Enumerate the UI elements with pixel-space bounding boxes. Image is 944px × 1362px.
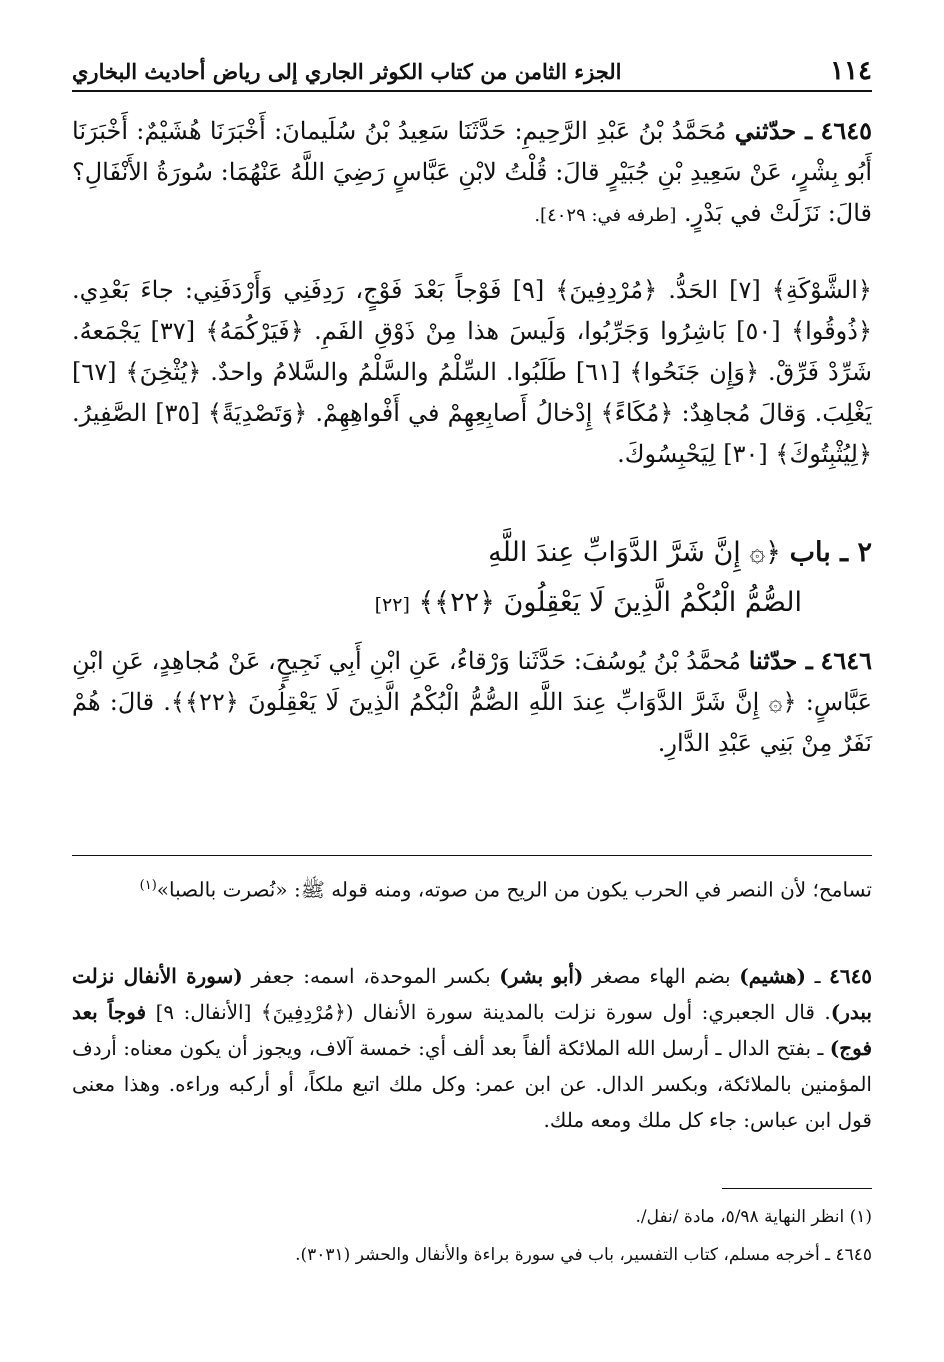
commentary-text: تسامح؛ لأن النصر في الحرب يكون من الريح من صوته، ومنه قوله ﷺ: «نُصرت بالصبا» — [156, 877, 872, 902]
footnote-source: ٤٦٤٥ ـ أخرجه مسلم، كتاب التفسير، باب في سورة براءة والأنفال والحشر (٣٠٣١). — [295, 1245, 872, 1265]
commentary-text: بكسر الموحدة، اسمه: جعفر — [251, 964, 491, 988]
footnote-marker: (١) — [139, 878, 157, 893]
hadith-text: مُحمَّدُ بْنُ يُوسُفَ: حَدَّثَنا وَرْقاءُ، عَنِ ابْنِ أَبِي نَجِيحٍ، عَنْ مُجاهِدٍ، عَنِ ابْنِ عَبَّاسٍ: ﴿۞ إِنَّ شَرَّ الدَّوَابِّ عِندَ اللَّهِ الصُّمُّ الْبُكْمُ الَّذِينَ لَا يَعْقِلُونَ ﴿٢٢﴾﴾. قالَ: هُمْ نَفَرٌ مِنْ بَنِي عَبْدِ الدَّارِ. — [72, 647, 872, 757]
hadith-4646: ٤٦٤٦ ـ حدّثنا مُحمَّدُ بْنُ يُوسُفَ: حَدَّثَنا وَرْقاءُ، عَنِ ابْنِ أَبِي نَجِيحٍ، عَنْ مُجاهِدٍ، عَنِ ابْنِ عَبَّاسٍ: ﴿۞ إِنَّ شَرَّ الدَّوَابِّ عِندَ اللَّهِ الصُّمُّ الْبُكْمُ الَّذِينَ لَا يَعْقِلُونَ ﴿٢٢﴾﴾. قالَ: هُمْ نَفَرٌ مِنْ بَنِي عَبْدِ الدَّارِ. — [72, 646, 872, 757]
commentary-continuation — [72, 868, 872, 908]
hadith-lead: حدّثني — [734, 116, 797, 145]
hadith-4645: ٤٦٤٥ ـ حدّثني مُحَمَّدُ بْنُ عَبْدِ الرَّحِيمِ: حَدَّثَنَا سَعِيدُ بْنُ سُلَيمانَ: أَخْبَرَنَا هُشَيْمٌ: أَخْبَرَنَا أَبُو بِشْرٍ، عَنْ سَعِيدِ بْنِ جُبَيْرٍ قالَ: قُلْتُ لابْنِ عَبَّاسٍ رَضِيَ اللَّهُ عَنْهُمَا: سُورَةُ الأَنْفَالِ؟ قالَ: نَزَلَتْ في بَدْرٍ. [طرفه في: ٤٠٢٩]. — [72, 116, 873, 227]
chapter-verse-line2: الصُّمُّ الْبُكْمُ الَّذِينَ لَا يَعْقِلُونَ ﴿٢٢﴾﴾ — [418, 587, 802, 618]
commentary-text: . قال الجعبري: أول سورة نزلت بالمدينة سورة الأنفال (﴿مُرْدِفِينَ﴾ [الأنفال: ٩] — [155, 1000, 831, 1024]
page-header — [72, 52, 872, 92]
glossary-text: ﴿الشَّوْكَةِ﴾ [٧] الحَدُّ. ﴿مُرْدِفِينَ﴾ [٩] فَوْجاً بَعْدَ فَوْجٍ، رَدِفَنِي وَأَرْدَفَنِي: جاءَ بَعْدِي. ﴿ذُوقُوا﴾ [٥٠] بَاشِرُوا وَجَرِّبُوا، وَلَيسَ هذا مِنْ ذَوْقِ الفَمِ. ﴿فَيَرْكُمَهُ﴾ [٣٧] يَجْمَعهُ. شَرِّدْ فَرِّقْ. ﴿وَإِن جَنَحُوا﴾ [٦١] طَلَبُوا. السِّلْمُ والسَّلْمُ والسَّلامُ واحدٌ. ﴿يُثْخِنَ﴾ [٦٧] يَغْلِبَ. وَقالَ مُجاهِدٌ: ﴿مُكَاءً﴾ إِدْخالُ أَصابِعِهِمْ في أَفْواهِهِمْ. ﴿وَتَصْدِيَةً﴾ [٣٥] الصَّفِيرُ. ﴿لِيُثْبِتُوكَ﴾ [٣٠] لِيَحْبِسُوكَ. — [72, 276, 873, 468]
commentary-text: ـ بفتح الدال ـ أرسل الله الملائكة ألفاً بعد ألف أي: خمسة آلاف، ويجوز أن يكون معناه: أردف المؤمنين بالملائكة، وبكسر الدال. عن ابن عمر: وكل ملك اتبع ملكاً، أو أركبه وراءه. وهذا معنى قول ابن عباس: جاء كل ملك ومعه ملك. — [72, 1036, 872, 1132]
glossary-paragraph — [72, 270, 872, 475]
hadith-number: ٤٦٤٥ — [820, 116, 872, 145]
hadith-text: مُحَمَّدُ بْنُ عَبْدِ الرَّحِيمِ: حَدَّثَنَا سَعِيدُ بْنُ سُلَيمانَ: أَخْبَرَنَا هُشَيْمٌ: أَخْبَرَنَا أَبُو بِشْرٍ، عَنْ سَعِيدِ بْنِ جُبَيْرٍ قالَ: قُلْتُ لابْنِ عَبَّاسٍ رَضِيَ اللَّهُ عَنْهُمَا: سُورَةُ الأَنْفَالِ؟ قالَ: نَزَلَتْ في بَدْرٍ. — [72, 117, 873, 227]
footnote-1: (١) انظر النهاية ٥/٩٨، مادة /نفل/. — [635, 1207, 872, 1227]
commentary-term: (أبو بشر) — [499, 964, 584, 988]
commentary-term: فوجاً بعد فوج) — [72, 1000, 872, 1060]
page-number: ١١٤ — [830, 56, 872, 86]
commentary-4645: ٤٦٤٥ ـ (هشيم) بضم الهاء مصغر (أبو بشر) بكسر الموحدة، اسمه: جعفر (سورة الأنفال نزلت ببدر). قال الجعبري: أول سورة نزلت بالمدينة سورة الأنفال (﴿مُرْدِفِينَ﴾ [الأنفال: ٩] فوجاً بعد فوج) ـ بفتح الدال ـ أرسل الله الملائكة ألفاً بعد ألف أي: خمسة آلاف، ويجوز أن يكون معناه: أردف المؤمنين بالملائكة، وبكسر الدال. عن ابن عمر: وكل ملك اتبع ملكاً، أو أركبه وراءه. وهذا معنى قول ابن عباس: جاء كل ملك ومعه ملك. — [72, 964, 873, 1132]
chapter-verse-ref: [٢٢] — [374, 594, 410, 616]
hadith-lead: حدّثنا — [748, 646, 798, 675]
chapter-label: ٢ ـ باب — [789, 537, 872, 568]
commentary-term: (سورة الأنفال نزلت ببدر) — [72, 964, 872, 1024]
chapter-verse-line1: ﴿۞ إِنَّ شَرَّ الدَّوَابِّ عِندَ اللَّهِ — [488, 537, 782, 568]
tarafah-reference: [طرفه في: ٤٠٢٩]. — [534, 205, 677, 226]
running-title: الجزء الثامن من كتاب الكوثر الجاري إلى رياض أحاديث البخاري — [72, 58, 622, 84]
footnote-divider — [722, 1188, 872, 1189]
commentary-term: (هشيم) — [739, 964, 806, 988]
commentary-number: ٤٦٤٥ — [829, 964, 873, 988]
commentary-text: بضم الهاء مصغر — [592, 964, 731, 988]
chapter-heading — [72, 528, 872, 630]
hadith-number: ٤٦٤٦ — [820, 646, 872, 675]
commentary-divider — [72, 855, 872, 856]
